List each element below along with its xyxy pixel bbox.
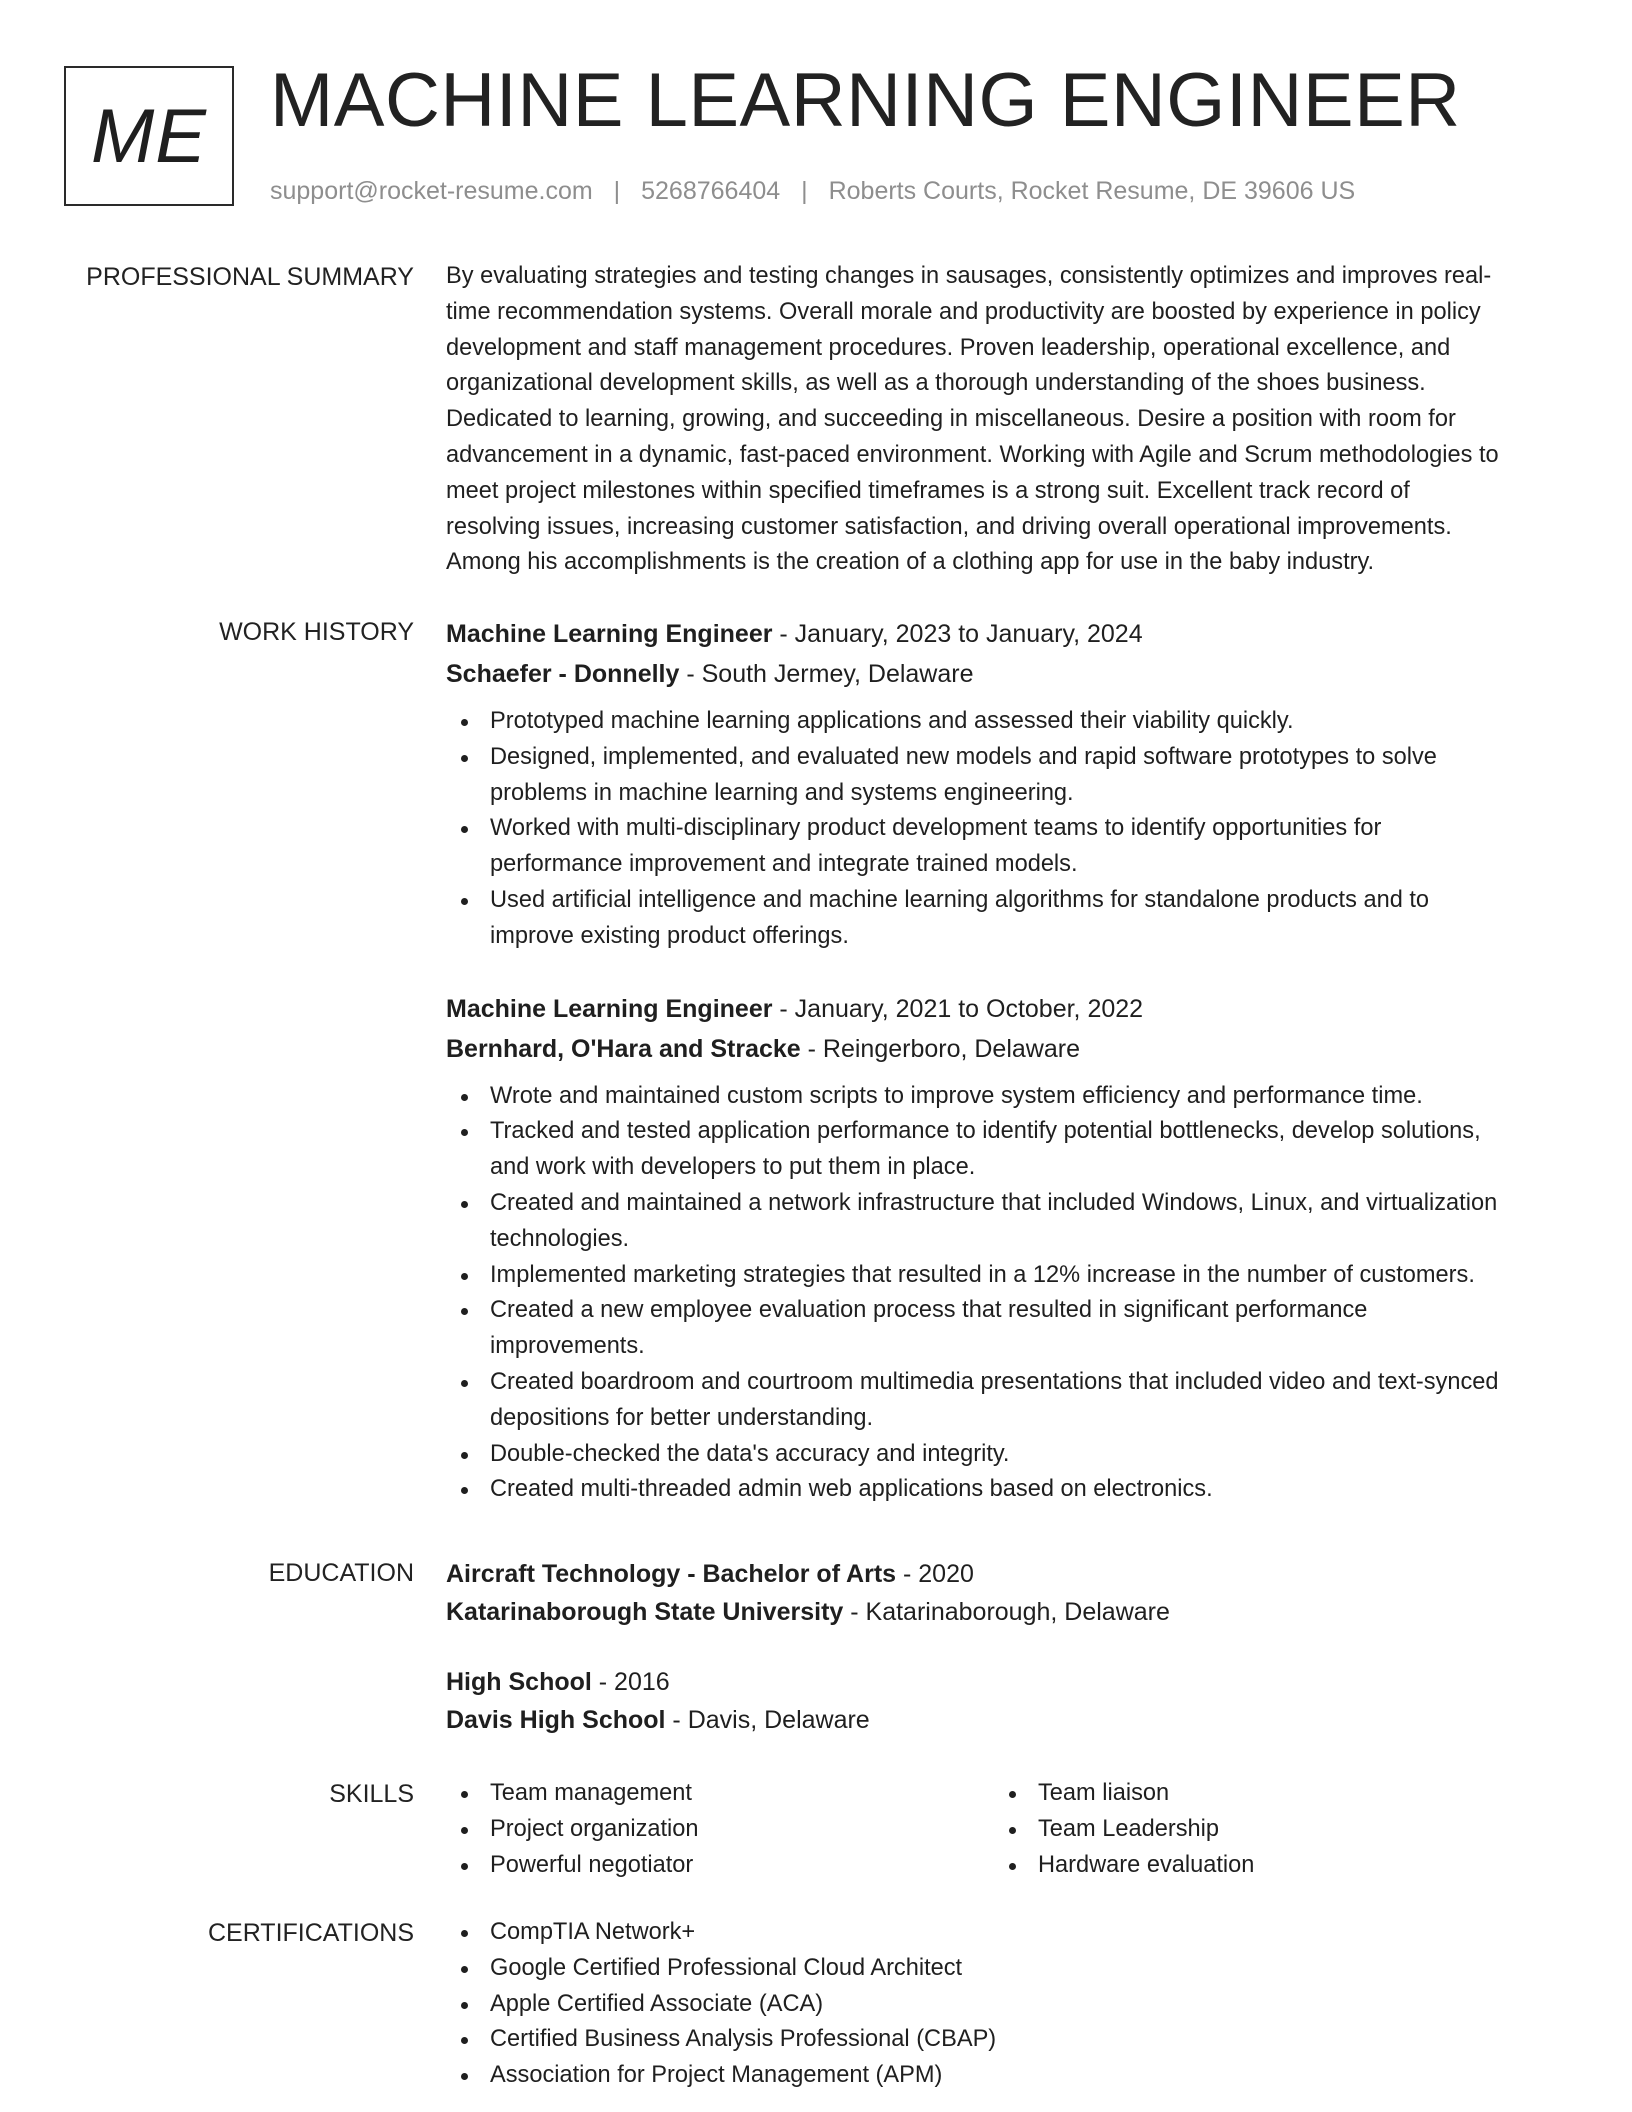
job-bullets <box>446 704 1566 955</box>
monogram-text: ME <box>91 93 207 179</box>
list-item <box>490 1186 1566 1258</box>
bullet-text: Prototyped machine learning applications and assessed their viability quickly. <box>490 708 1294 734</box>
job-dates: - January, 2021 to October, 2022 <box>772 994 1144 1023</box>
school-line <box>446 1701 1566 1739</box>
bullet-text: depositions for better understanding. <box>490 1404 873 1431</box>
list-item <box>490 1079 1566 1115</box>
contact-line <box>270 174 1355 208</box>
education-body <box>446 1555 1566 1771</box>
list-item: Google Certified Professional Cloud Architect <box>490 1951 1566 1987</box>
list-item: Hardware evaluation <box>1038 1848 1542 1884</box>
certifications-list <box>446 1915 1566 2094</box>
education-label: EDUCATION <box>268 1559 414 1587</box>
summary-label: PROFESSIONAL SUMMARY <box>86 263 414 291</box>
summary-line: Dedicated to learning, growing, and succeeding in miscellaneous. Desire a position with room for <box>446 406 1456 433</box>
skills-column-left <box>446 1776 994 1883</box>
bullet-text: Created multi-threaded admin web applications based on electronics. <box>490 1476 1213 1503</box>
skills-label: SKILLS <box>329 1780 414 1808</box>
bullet-text: improve existing product offerings. <box>490 922 849 949</box>
list-item: Apple Certified Associate (ACA) <box>490 1987 1566 2023</box>
monogram-logo <box>64 66 234 206</box>
work-history-label: WORK HISTORY <box>219 618 414 646</box>
job-company-line <box>446 654 1566 694</box>
summary-line: resolving issues, increasing customer satisfaction, and driving overall operational improvements. <box>446 513 1452 540</box>
job-entry <box>446 989 1566 1509</box>
contact-email[interactable]: support@rocket-resume.com <box>270 177 593 205</box>
list-item <box>490 883 1566 955</box>
bullet-text: Tracked and tested application performance to identify potential bottlenecks, develop solutions, <box>490 1118 1481 1145</box>
school: Davis High School <box>446 1706 666 1734</box>
job-entry <box>446 614 1566 955</box>
list-item: Project organization <box>490 1812 994 1848</box>
list-item: Team liaison <box>1038 1776 1542 1812</box>
job-title: Machine Learning Engineer <box>446 994 773 1023</box>
summary-text <box>446 259 1566 581</box>
list-item <box>490 1365 1566 1437</box>
certifications-label: CERTIFICATIONS <box>207 1919 414 1947</box>
job-dates: - January, 2023 to January, 2024 <box>772 620 1143 648</box>
contact-separator: | <box>801 177 808 205</box>
bullet-text: Implemented marketing strategies that resulted in a 12% increase in the number of customers. <box>490 1261 1475 1288</box>
degree: Aircraft Technology - Bachelor of Arts <box>446 1560 897 1588</box>
bullet-text: Wrote and maintained custom scripts to improve system efficiency and performance time. <box>490 1082 1423 1109</box>
education-entry <box>446 1555 1566 1631</box>
list-item <box>490 1472 1566 1508</box>
list-item: Team management <box>490 1776 994 1812</box>
list-item: Association for Project Management (APM) <box>490 2058 1566 2094</box>
bullet-text: Used artificial intelligence and machine learning algorithms for standalone products and to <box>490 886 1430 913</box>
summary-line: Among his accomplishments is the creation of a clothing app for use in the baby industry. <box>446 549 1375 576</box>
summary-line: meet project milestones within specified timeframes is a strong suit. Excellent track record of <box>446 477 1410 504</box>
list-item: Team Leadership <box>1038 1812 1542 1848</box>
summary-line: By evaluating strategies and testing changes in sausages, consistently optimizes and improves real- <box>446 263 1492 289</box>
list-item <box>490 704 1566 740</box>
degree-line <box>446 1663 1566 1701</box>
job-location: - South Jermey, Delaware <box>679 660 974 688</box>
school-line <box>446 1593 1566 1631</box>
skills-list <box>446 1776 994 1883</box>
bullet-text: Double-checked the data's accuracy and integrity. <box>490 1440 1010 1467</box>
summary-line: development and staff management procedures. Proven leadership, operational excellence, and <box>446 334 1451 361</box>
list-item <box>490 740 1566 812</box>
job-title: Machine Learning Engineer <box>446 620 773 648</box>
summary-line: organizational development skills, as well as a thorough understanding of the shoes business. <box>446 370 1426 397</box>
skills-list <box>994 1776 1542 1883</box>
degree-line <box>446 1555 1566 1593</box>
bullet-text: Created a new employee evaluation process that resulted in significant performance <box>490 1297 1368 1324</box>
education-entry <box>446 1663 1566 1739</box>
bullet-text: technologies. <box>490 1225 630 1252</box>
degree: High School <box>446 1668 592 1696</box>
list-item <box>490 1258 1566 1294</box>
skills-grid <box>446 1776 1566 1883</box>
bullet-text: Created and maintained a network infrastructure that included Windows, Linux, and virtualization <box>490 1189 1498 1216</box>
bullet-text: Worked with multi-disciplinary product development teams to identify opportunities for <box>490 815 1382 842</box>
list-item <box>490 811 1566 883</box>
bullet-text: improvements. <box>490 1333 645 1360</box>
contact-address: Roberts Courts, Rocket Resume, DE 39606 US <box>828 177 1356 205</box>
job-company: Bernhard, O'Hara and Stracke <box>446 1034 801 1063</box>
bullet-text: performance improvement and integrate trained models. <box>490 851 1078 878</box>
summary-line: time recommendation systems. Overall morale and productivity are boosted by experience in policy <box>446 298 1481 325</box>
resume-title: MACHINE LEARNING ENGINEER <box>270 58 1461 143</box>
list-item: CompTIA Network+ <box>490 1915 1566 1951</box>
job-location: - Reingerboro, Delaware <box>800 1034 1080 1063</box>
skills-column-right <box>994 1776 1542 1883</box>
bullet-text: problems in machine learning and systems engineering. <box>490 779 1074 806</box>
list-item: Powerful negotiator <box>490 1848 994 1884</box>
contact-phone[interactable]: 5268766404 <box>641 177 781 205</box>
bullet-text: and work with developers to put them in place. <box>490 1154 976 1181</box>
school-location: - Davis, Delaware <box>665 1706 870 1734</box>
list-item <box>490 1437 1566 1473</box>
job-bullets <box>446 1079 1566 1509</box>
degree-year: - 2016 <box>591 1668 670 1696</box>
list-item: Certified Business Analysis Professional (CBAP) <box>490 2022 1566 2058</box>
bullet-text: Created boardroom and courtroom multimedia presentations that included video and text-synced <box>490 1368 1499 1395</box>
job-title-line <box>446 614 1566 654</box>
bullet-text: Designed, implemented, and evaluated new models and rapid software prototypes to solve <box>490 743 1437 770</box>
job-company: Schaefer - Donnelly <box>446 660 680 688</box>
list-item <box>490 1114 1566 1186</box>
skills-body <box>446 1776 1566 1883</box>
job-company-line <box>446 1029 1566 1069</box>
list-item <box>490 1293 1566 1365</box>
summary-line: advancement in a dynamic, fast-paced environment. Working with Agile and Scrum methodologies to <box>446 441 1499 468</box>
school-location: - Katarinaborough, Delaware <box>843 1598 1170 1626</box>
certifications-body <box>446 1915 1566 2094</box>
job-title-line <box>446 989 1566 1029</box>
work-history-body <box>446 614 1566 1542</box>
degree-year: - 2020 <box>896 1560 974 1588</box>
school: Katarinaborough State University <box>446 1598 844 1626</box>
contact-separator: | <box>613 177 621 205</box>
